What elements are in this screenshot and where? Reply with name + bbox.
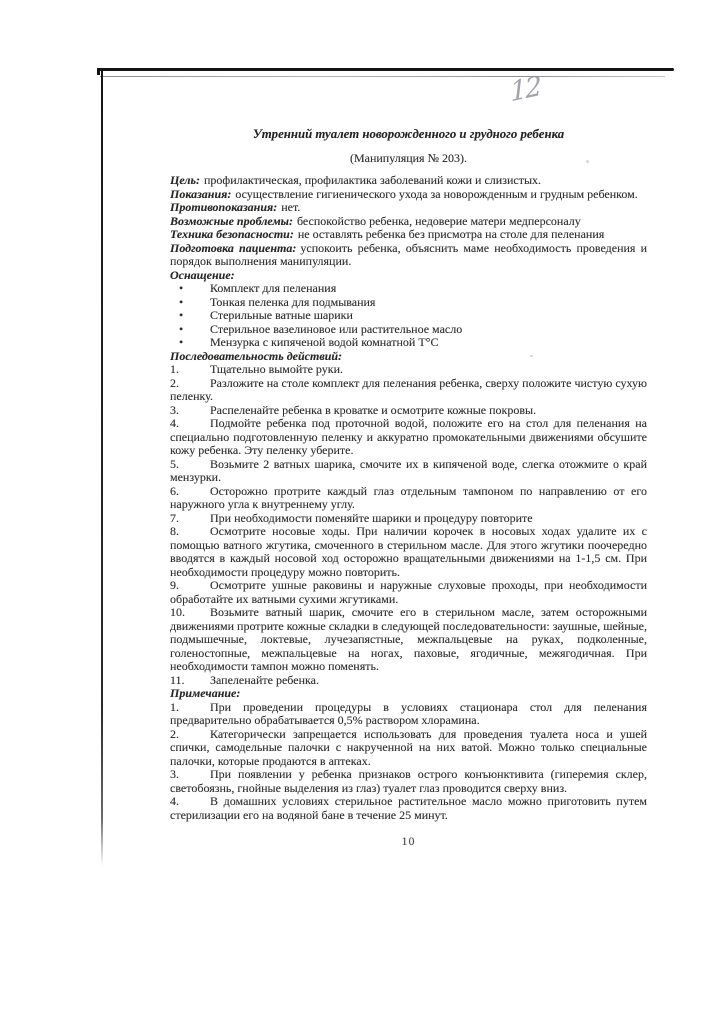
step-number: 4. [170,416,179,430]
equipment-item-text: Мензурка с кипяченой водой комнатной Т°С [210,335,439,349]
procedure-step [170,363,647,377]
field-paragraph-goal [170,174,647,188]
field-label: Подготовка пациента: [170,240,297,255]
field-label: Противопоказания: [170,200,278,214]
step-number: 5. [170,456,179,471]
scan-page-corner [97,68,104,75]
step-text: Осторожно протрите каждый глаз отдельным тампоном по направлению от его наружного угла к внутреннему углу. [170,483,647,511]
equipment-item [170,296,647,310]
step-text: Запеленайте ребенка. [210,672,319,687]
field-paragraph-contraindications [170,201,647,215]
document-title: Утренний туалет новорожденного и грудного ребенка [252,127,565,141]
step-number: 9. [170,578,179,592]
bullet-icon: • [179,335,184,349]
step-text: Возьмите 2 ватных шарика, смочите их в кипяченой воде, слегка отожмите о край мензурки. [170,456,647,484]
equipment-item-text: Стерильные ватные шарики [210,308,353,322]
procedure-step [170,525,647,579]
procedure-step [170,404,647,418]
procedure-step [170,579,647,606]
procedure-step [170,606,647,674]
field-label: Техника безопасности: [170,227,294,241]
bullet-icon: • [179,294,184,309]
equipment-item [170,309,647,323]
note-number: 2. [170,726,179,741]
step-text: При необходимости поменяйте шарики и процедуру повторите [210,510,533,525]
note-item [170,728,647,769]
document-subtitle: (Манипуляция № 203). [349,150,468,165]
bullet-icon: • [179,308,184,322]
procedure-step [170,377,647,404]
equipment-item [170,336,647,350]
field-label: Цель: [170,173,200,187]
step-text: Тщательно вымойте руки. [210,362,343,376]
procedure-step [170,485,647,512]
field-label: Возможные проблемы: [170,213,293,228]
note-text: Категорически запрещается использовать для проведения туалета носа и ушей спички, самодельные палочки с накрученной на них ватой. Можно только специальные палочки, которые продаются в аптеках. [170,726,647,768]
page-number: 10 [401,834,416,848]
note-number: 4. [170,794,179,808]
equipment-item-text: Комплект для пеленания [210,281,337,295]
procedure-step [170,674,647,688]
procedure-step [170,458,647,485]
step-text: Осмотрите носовые ходы. При наличии корочек в носовых ходах удалите их с помощью ватного жгутика, смоченного в стерильном масле. Для этого жгутики поочередно вводятся в каждый носовой ход осторожно вращательными движениями на 1-1,5 см. При необходимости процедуру можно повторить. [170,524,647,579]
note-text: При появлении у ребенка признаков острого конъюнктивита (гиперемия склер, светобоязнь, гнойные выделения из глаз) туалет глаз проводится сверху вниз. [170,767,647,795]
note-text: При проведении процедуры в условиях стационара стол для пеленания предварительно обрабатывается 0,5% раствором хлорамина. [170,699,647,727]
field-text: беспокойство ребенка, недоверие матери медперсоналу [296,213,581,228]
scan-page-left-edge [101,70,103,866]
procedure-step [170,417,647,458]
field-paragraph-indications [170,188,647,202]
note-item [170,768,647,795]
equipment-item [170,282,647,296]
note-text: В домашних условиях стерильное растительное масло можно приготовить путем стерилизации его на водяной бане в течение 25 минут. [170,794,647,822]
note-item [170,795,647,822]
notes-heading: Примечание: [170,686,241,700]
step-text: Разложите на столе комплект для пеленания ребенка, сверху положите чистую сухую пеленку. [170,375,647,403]
field-paragraph-patient-preparation [170,242,647,269]
procedure-step [170,512,647,526]
field-paragraph-safety [170,228,647,242]
scan-page-top-edge [97,68,674,71]
step-number: 11. [170,672,185,687]
equipment-item-text: Стерильное вазелиновое или растительное масло [210,321,463,336]
field-text: профилактическая, профилактика заболеваний кожи и слизистых. [204,173,542,187]
step-number: 7. [170,510,179,525]
step-number: 8. [170,524,179,538]
step-number: 2. [170,375,179,390]
step-number: 1. [170,362,179,376]
equipment-item-text: Тонкая пеленка для подмывания [210,294,376,309]
field-text: осуществление гигиенического ухода за новорожденным и грудным ребенком. [235,186,638,201]
step-text: Распеленайте ребенка в кроватке и осмотрите кожные покровы. [210,402,537,417]
field-text: не оставлять ребенка без присмотра на столе для пеленания [297,227,605,241]
field-text: нет. [281,200,301,214]
field-paragraph-possible-problems [170,215,647,229]
step-text: Возьмите ватный шарик, смочите его в стерильном масле, затем осторожными движениями протрите кожные складки в следующей последовательности: заушные, шейные, подмышечные, локтевые, лучезапястные, межпальцевые на руках, подколенные, голеностопные, межпальцевые на ногах, паховые, ягодичные, межягодичная. При необходимости тампон можно поменять. [170,605,647,673]
document-page [170,128,647,849]
field-label: Показания: [170,186,232,201]
handwritten-page-mark: 12 [509,70,542,109]
note-number: 3. [170,767,179,781]
bullet-icon: • [179,281,184,295]
step-number: 10. [170,605,185,619]
note-item [170,701,647,728]
equipment-heading: Оснащение: [170,267,235,282]
step-number: 3. [170,402,179,417]
equipment-item [170,323,647,337]
sequence-heading: Последовательность действий: [170,348,343,363]
note-number: 1. [170,699,179,714]
step-text: Осмотрите ушные раковины и наружные слуховые проходы, при необходимости обработайте их ватными сухими жгутиками. [170,578,647,606]
bullet-icon: • [179,321,184,336]
scan-page-top-edge-shadow [100,76,665,77]
step-text: Подмойте ребенка под проточной водой, положите его на стол для пеленания на специально подготовленную пеленку и аккуратно промокательными движениями обсушите кожу ребенка. Эту пеленку уберите. [170,416,647,457]
step-number: 6. [170,483,179,498]
field-text: успокоить ребенка, объяснить маме необходимость проведения и порядок выполнения манипуляции. [170,240,647,268]
